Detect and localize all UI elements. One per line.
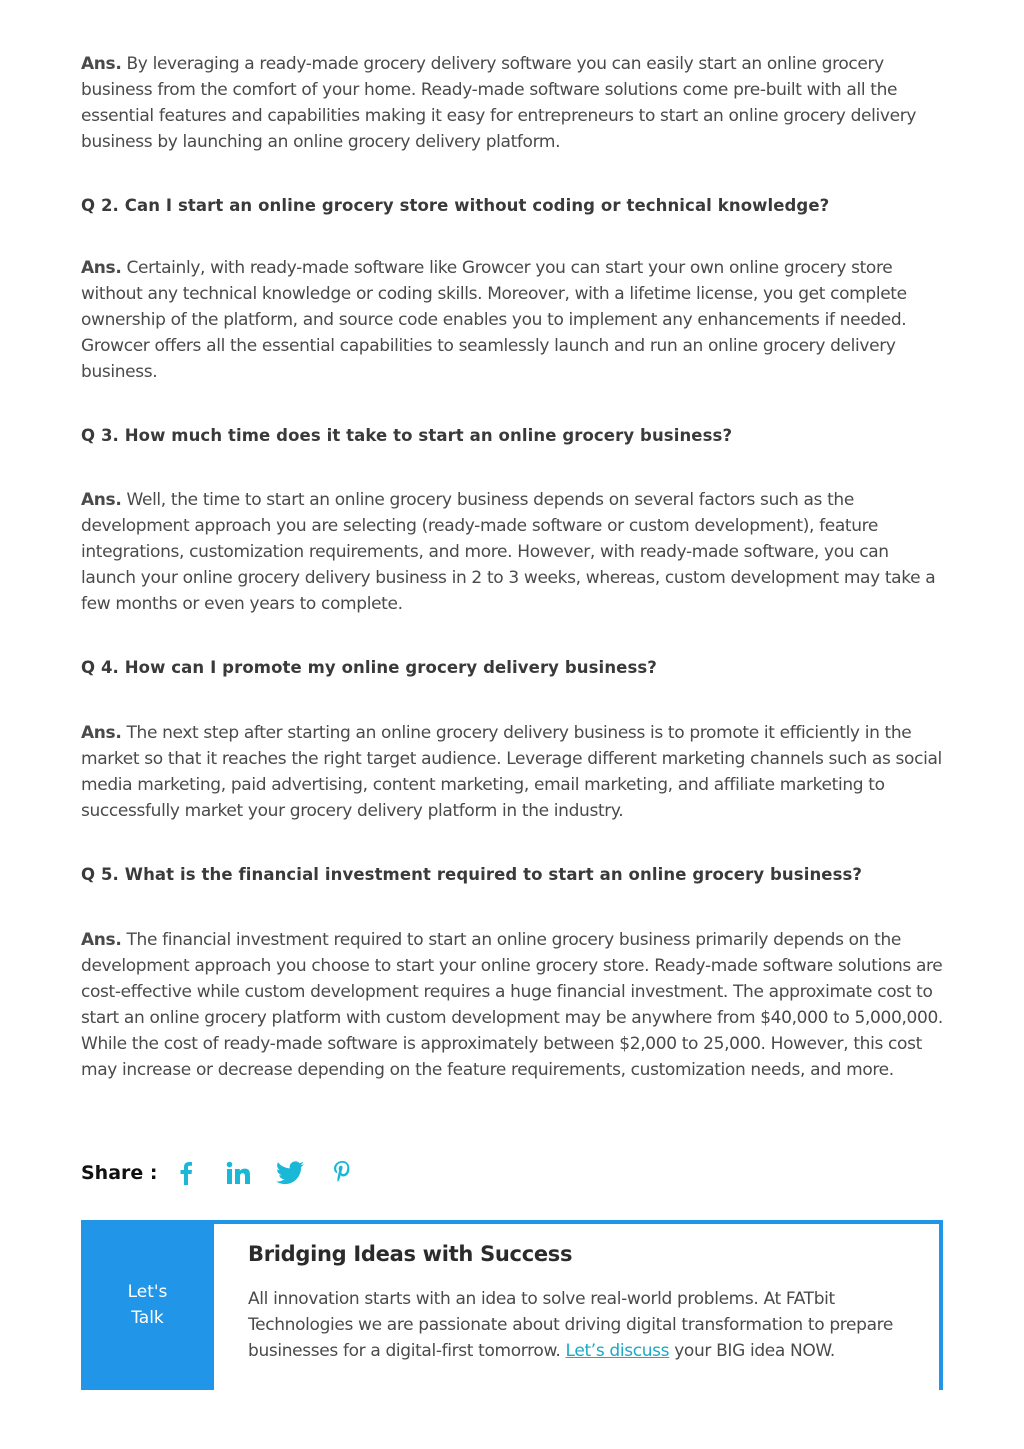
- question-text: Q 4. How can I promote my online grocery delivery business?: [81, 658, 657, 677]
- cta-body-text: All innovation starts with an idea to solve real-world problems. At FATbit Technologies we are passionate about driving digital transformation to prepare businesses for a digital-first tomorrow.: [248, 1289, 894, 1361]
- answer-3: [81, 487, 943, 617]
- answer-4: [81, 720, 943, 824]
- answer-text: The next step after starting an online grocery delivery business is to promote it efficiently in the market so that it reaches the right target audience. Leverage different marketing channels such as social media marketing, paid advertising, content marketing, email marketing, and affiliate marketing to successfully market your grocery delivery platform in the industry.: [81, 723, 942, 821]
- twitter-icon[interactable]: [274, 1157, 306, 1189]
- question-text: Q 5. What is the financial investment required to start an online grocery business?: [81, 865, 863, 884]
- answer-5: [81, 927, 943, 1083]
- answer-label: Ans.: [81, 258, 122, 278]
- cta-title: Bridging Ideas with Success: [248, 1242, 573, 1266]
- answer-label: Ans.: [81, 930, 122, 950]
- cta-body: [248, 1286, 908, 1364]
- question-2: [81, 194, 943, 218]
- question-3: [81, 424, 943, 448]
- cta-body-text-end: your BIG idea NOW.: [669, 1341, 835, 1361]
- linkedin-icon[interactable]: [222, 1157, 254, 1189]
- share-bar: [81, 1157, 378, 1189]
- lets-talk-label: Let's Talk: [127, 1282, 168, 1328]
- question-4: [81, 656, 943, 680]
- share-label: Share :: [81, 1162, 158, 1184]
- lets-discuss-link[interactable]: Let’s discuss: [565, 1341, 670, 1361]
- answer-text: Certainly, with ready-made software like Growcer you can start your own online grocery store without any technical knowledge or coding skills. Moreover, with a lifetime license, you get complete ownership of the platform, and source code enables you to implement any enhancements if needed. Growcer offers all the essential capabilities to seamlessly launch and run an online grocery delivery business.: [81, 258, 907, 382]
- answer-1: [81, 51, 943, 155]
- cta-box: [81, 1220, 943, 1390]
- answer-text: Well, the time to start an online grocery business depends on several factors such as the development approach you are selecting (ready-made software or custom development), feature integrations, customization requirements, and more. However, with ready-made software, you can launch your online grocery delivery business in 2 to 3 weeks, whereas, custom development may take a few months or even years to complete.: [81, 490, 936, 614]
- answer-label: Ans.: [81, 490, 122, 510]
- answer-text: By leveraging a ready-made grocery delivery software you can easily start an online grocery business from the comfort of your home. Ready-made software solutions come pre-built with all the essential features and capabilities making it easy for entrepreneurs to start an online grocery delivery business by launching an online grocery delivery platform.: [81, 54, 917, 152]
- pinterest-icon[interactable]: [326, 1157, 358, 1189]
- answer-2: [81, 255, 943, 385]
- answer-label: Ans.: [81, 54, 122, 74]
- lets-talk-button[interactable]: [81, 1220, 214, 1390]
- question-text: Q 3. How much time does it take to start an online grocery business?: [81, 426, 733, 445]
- facebook-icon[interactable]: [170, 1157, 202, 1189]
- question-text: Q 2. Can I start an online grocery store without coding or technical knowledge?: [81, 196, 830, 215]
- question-5: [81, 863, 943, 887]
- answer-label: Ans.: [81, 723, 122, 743]
- answer-text: The financial investment required to start an online grocery business primarily depends on the development approach you choose to start your online grocery store. Ready-made software solutions are cost-effective while custom development requires a huge financial investment. The approximate cost to start an online grocery platform with custom development may be anywhere from $40,000 to 5,000,000. While the cost of ready-made software is approximately between $2,000 to 25,000. However, this cost may increase or decrease depending on the feature requirements, customization needs, and more.: [81, 930, 943, 1080]
